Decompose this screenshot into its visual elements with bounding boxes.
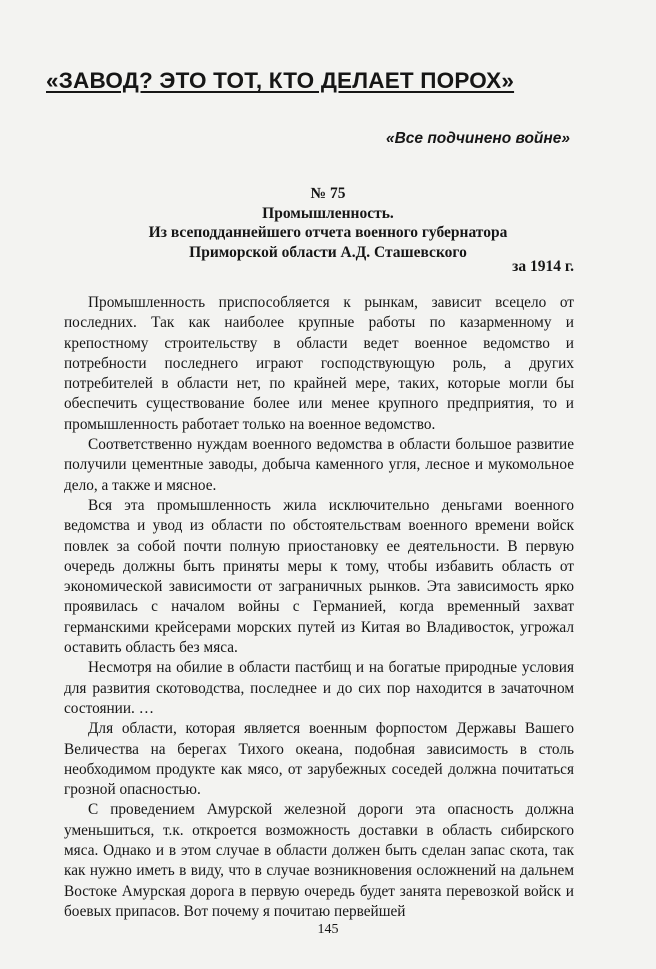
paragraph: Соответственно нуждам военного ведомства в области большое развитие получили цементные заводы, добыча каменного угля, лесное и мукомольное дело, а также и мясное. — [64, 436, 574, 494]
paragraph: С проведением Амурской железной дороги эта опасность должна уменьшиться, т.к. откроется возможность доставки в область сибирского мяса. Однако и в этом случае в области должен быть сделан запас скота, так как нужно иметь в виду, что в случае возникновения осложнений на дальнем Востоке Амурская дорога в первую очередь будет занята перевозкой войск и боевых припасов. Вот почему я почитаю первейшей — [64, 801, 574, 920]
page-number: 145 — [317, 922, 339, 937]
document-header — [60, 184, 596, 262]
paragraph: Для области, которая является военным форпостом Державы Вашего Величества на берегах Тихого океана, подобная зависимость в столь необходимом продукте как мясо, от зарубежных соседей должна почитаться грозной опасностью. — [64, 720, 574, 799]
paragraph: Промышленность приспособляется к рынкам, зависит всецело от последних. Так как наиболее крупные работы по казарменному и крепостному строительству в области ведет военное ведомство и потребности последнего играют господствующую роль, а других потребителей в области нет, по крайней мере, таких, которые могли бы обеспечить существование более или менее крупного предприятия, то и промышленность работает только на военное ведомство. — [64, 294, 574, 433]
document-number: № 75 — [310, 185, 346, 202]
document-date: за 1914 г. — [512, 258, 574, 275]
document-heading-line: Промышленность. — [262, 204, 394, 222]
document-heading-line: Из всеподданнейшего отчета военного губернатора — [148, 224, 508, 241]
paragraph: Несмотря на обилие в области пастбищ и на богатые природные условия для развития скотоводства, последнее и до сих пор находится в зачаточном состоянии. … — [64, 659, 574, 717]
chapter-title: «ЗАВОД? ЭТО ТОТ, КТО ДЕЛАЕТ ПОРОХ» — [46, 68, 515, 93]
body-text — [64, 293, 574, 922]
epigraph: «Все подчинено войне» — [385, 130, 570, 147]
paragraph: Вся эта промышленность жила исключительно деньгами военного ведомства и увод из области по обстоятельствам военного времени войск повлек за собой почти полную приостановку ее деятельности. В первую очередь должны быть приняты меры к тому, чтобы избавить область от экономической зависимости от заграничных рынков. Эта зависимость ярко проявилась с началом войны с Германией, когда временный захват германскими крейсерами морских путей из Китая во Владивосток, угрожал оставить область без мяса. — [64, 496, 574, 657]
document-heading-line: Приморской области А.Д. Сташевского — [189, 243, 467, 261]
